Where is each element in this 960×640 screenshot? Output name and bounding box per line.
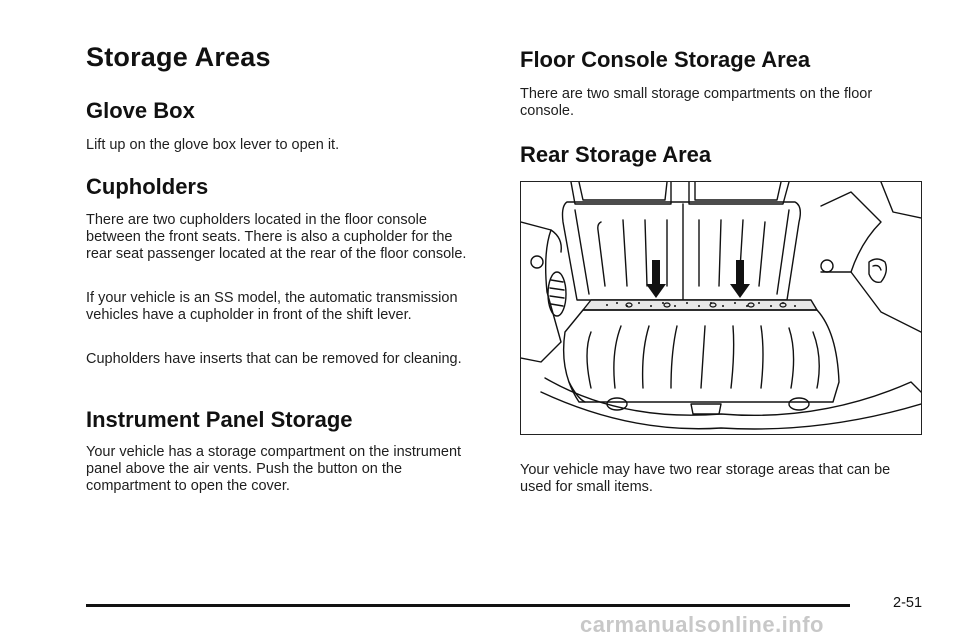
heading-cupholders: Cupholders [86, 174, 209, 199]
rear-cargo-illustration [520, 181, 922, 435]
page-title: Storage Areas [86, 42, 271, 72]
instrument-panel-text: Your vehicle has a storage compartment on the instrument panel above the air vents. Push the button on the compartment to open the cover. [86, 444, 462, 494]
rear-cargo-illustration-icon [521, 182, 921, 434]
cupholders-text-3: Cupholders have inserts that can be removed for cleaning. [86, 351, 462, 367]
page-number: 2-51 [893, 595, 923, 611]
cupholders-text-1: There are two cupholders located in the floor console between the front seats. There is also a cupholder for the rear seat passenger located at the rear of the floor console. [86, 212, 467, 262]
heading-rear-storage: Rear Storage Area [520, 142, 712, 167]
glove-box-text: Lift up on the glove box lever to open it. [86, 137, 340, 153]
rear-storage-text: Your vehicle may have two rear storage areas that can be used for small items. [520, 462, 891, 495]
heading-glove-box: Glove Box [86, 98, 195, 123]
watermark: carmanualsonline.info [580, 612, 824, 637]
cupholders-text-2: If your vehicle is an SS model, the automatic transmission vehicles have a cupholder in front of the shift lever. [86, 290, 458, 323]
arrow-down-icon [646, 260, 666, 298]
heading-floor-console: Floor Console Storage Area [520, 47, 811, 72]
footer-rule [86, 604, 850, 607]
arrow-down-icon-2 [730, 260, 750, 298]
floor-console-text: There are two small storage compartments on the floor console. [520, 86, 873, 119]
heading-instrument-panel: Instrument Panel Storage [86, 407, 353, 432]
